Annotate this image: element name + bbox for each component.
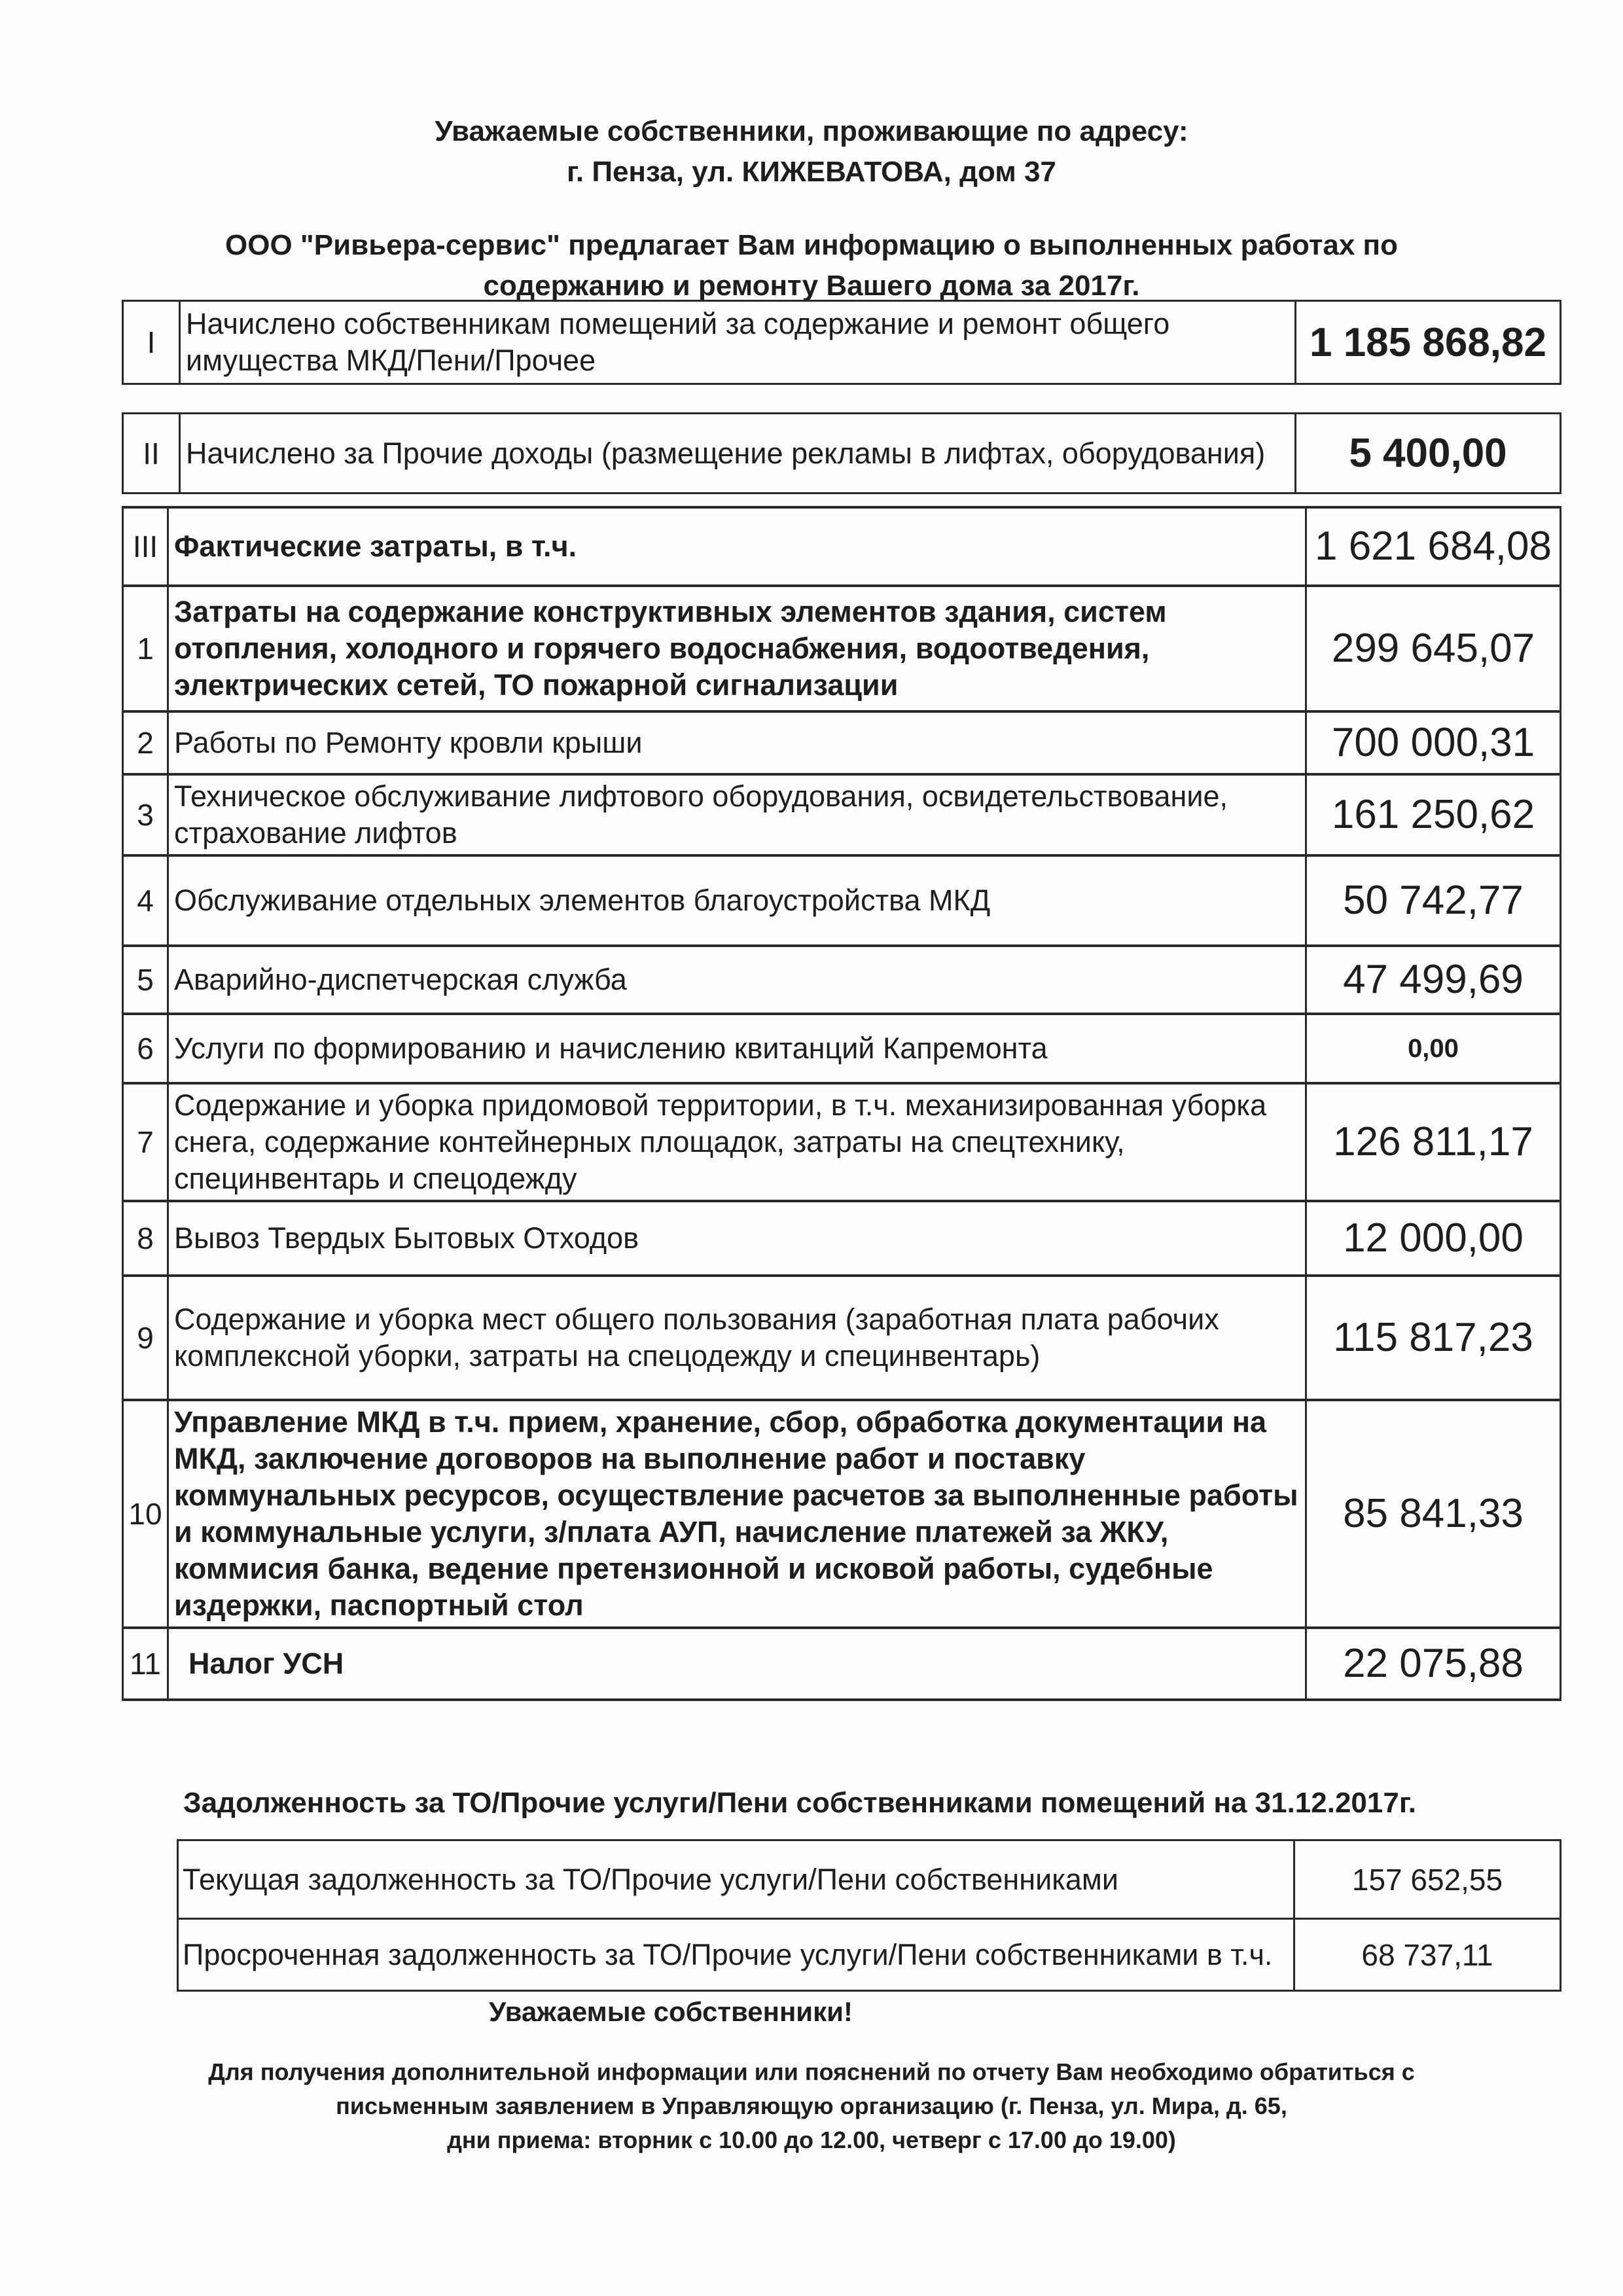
row-number: I — [124, 302, 181, 383]
org-line-2: содержанию и ремонту Вашего дома за 2017г. — [483, 270, 1140, 302]
footer-note-line-1: Для получения дополнительной информации или пояснений по отчету Вам необходимо обратиться с — [208, 2058, 1415, 2085]
report-header — [0, 111, 1623, 306]
table-row-total — [123, 507, 1561, 586]
row-number: 7 — [123, 1083, 168, 1201]
row-description: Текущая задолженность за ТО/Прочие услуги/Пени собственниками — [178, 1840, 1294, 1919]
row-number: 3 — [123, 774, 168, 855]
summary-row-accrued — [122, 300, 1561, 385]
row-description: Содержание и уборка придомовой территории, в т.ч. механизированная уборка снега, содержание контейнерных площадок, затраты на спецтехнику, специнвентарь и спецодежду — [168, 1083, 1306, 1201]
row-number: 5 — [123, 946, 168, 1014]
row-value: 161 250,62 — [1306, 774, 1561, 855]
row-description: Просроченная задолженность за ТО/Прочие услуги/Пени собственниками в т.ч. — [178, 1919, 1294, 1991]
row-value: 126 811,17 — [1306, 1083, 1561, 1201]
row-value: 85 841,33 — [1306, 1400, 1561, 1628]
row-number: 1 — [123, 586, 168, 711]
debt-section-title: Задолженность за ТО/Прочие услуги/Пени собственниками помещений на 31.12.2017г. — [183, 1787, 1416, 1819]
footer-note — [0, 2055, 1623, 2157]
row-description: Управление МКД в т.ч. прием, хранение, сбор, обработка документации на МКД, заключение договоров на выполнение работ и поставку коммунальных ресурсов, осуществление расчетов за выполненные работы и коммунальные услуги, з/плата АУП, начисление платежей за ЖКУ, коммисия банка, ведение претензионной и исковой работы, судебные издержки, паспортный стол — [168, 1400, 1306, 1628]
footer-greeting: Уважаемые собственники! — [489, 1996, 853, 2027]
row-value: 700 000,31 — [1306, 711, 1561, 774]
table-row — [123, 1400, 1561, 1628]
footer-note-line-2: письменным заявлением в Управляющую организацию (г. Пенза, ул. Мира, д. 65, — [336, 2092, 1287, 2119]
row-number: 4 — [123, 855, 168, 946]
row-value: 12 000,00 — [1306, 1201, 1561, 1276]
table-row — [123, 711, 1561, 774]
table-row — [123, 946, 1561, 1014]
expenses-table — [122, 506, 1561, 1701]
row-number: 11 — [123, 1628, 168, 1700]
table-row — [178, 1840, 1561, 1919]
table-row — [178, 1919, 1561, 1991]
table-row — [123, 1201, 1561, 1276]
row-number: 10 — [123, 1400, 168, 1628]
row-description: Услуги по формированию и начислению квитанций Капремонта — [168, 1014, 1306, 1083]
row-value: 68 737,11 — [1294, 1919, 1561, 1991]
greeting-line: Уважаемые собственники, проживающие по адресу: — [435, 115, 1188, 147]
footer-note-line-3: дни приема: вторник с 10.00 до 12.00, четверг с 17.00 до 19.00) — [447, 2126, 1176, 2153]
table-row — [123, 586, 1561, 711]
row-description: Затраты на содержание конструктивных элементов здания, систем отопления, холодного и горячего водоснабжения, водоотведения, электрических сетей, ТО пожарной сигнализации — [168, 586, 1306, 711]
row-value: 1 621 684,08 — [1306, 507, 1561, 586]
table-row — [123, 1628, 1561, 1700]
row-value: 115 817,23 — [1306, 1276, 1561, 1400]
row-description: Фактические затраты, в т.ч. — [168, 507, 1306, 586]
row-number: 2 — [123, 711, 168, 774]
row-number: 8 — [123, 1201, 168, 1276]
debt-table — [177, 1839, 1561, 1992]
address-line: г. Пенза, ул. КИЖЕВАТОВА, дом 37 — [566, 156, 1057, 188]
row-description: Начислено за Прочие доходы (размещение рекламы в лифтах, оборудования) — [186, 436, 1266, 470]
org-line-1: ООО "Ривьера-сервис" предлагает Вам информацию о выполненных работах по — [225, 229, 1398, 261]
row-value: 50 742,77 — [1306, 855, 1561, 946]
row-value: 5 400,00 — [1294, 414, 1560, 492]
row-value: 157 652,55 — [1294, 1840, 1561, 1919]
row-description: Обслуживание отдельных элементов благоустройства МКД — [168, 855, 1306, 946]
row-value: 299 645,07 — [1306, 586, 1561, 711]
table-row — [123, 855, 1561, 946]
row-value: 1 185 868,82 — [1294, 302, 1560, 383]
row-description: Аварийно-диспетчерская служба — [168, 946, 1306, 1014]
row-description: Техническое обслуживание лифтового оборудования, освидетельствование, страхование лифтов — [168, 774, 1306, 855]
table-row — [123, 1276, 1561, 1400]
row-number: 9 — [123, 1276, 168, 1400]
row-value: 0,00 — [1306, 1014, 1561, 1083]
table-row — [123, 774, 1561, 855]
row-value: 22 075,88 — [1306, 1628, 1561, 1700]
row-number: II — [124, 414, 181, 492]
row-description: Налог УСН — [168, 1628, 1306, 1700]
row-description: Начислено собственникам помещений за содержание и ремонт общего имущества МКД/Пени/Прочее — [186, 307, 1170, 377]
row-value: 47 499,69 — [1306, 946, 1561, 1014]
row-description: Вывоз Твердых Бытовых Отходов — [168, 1201, 1306, 1276]
table-row — [123, 1014, 1561, 1083]
summary-row-other-income — [122, 412, 1561, 494]
row-description: Содержание и уборка мест общего пользования (заработная плата рабочих комплексной уборки, затраты на спецодежду и специнвентарь) — [168, 1276, 1306, 1400]
row-number: 6 — [123, 1014, 168, 1083]
row-number: III — [123, 507, 168, 586]
row-description: Работы по Ремонту кровли крыши — [168, 711, 1306, 774]
table-row — [123, 1083, 1561, 1201]
